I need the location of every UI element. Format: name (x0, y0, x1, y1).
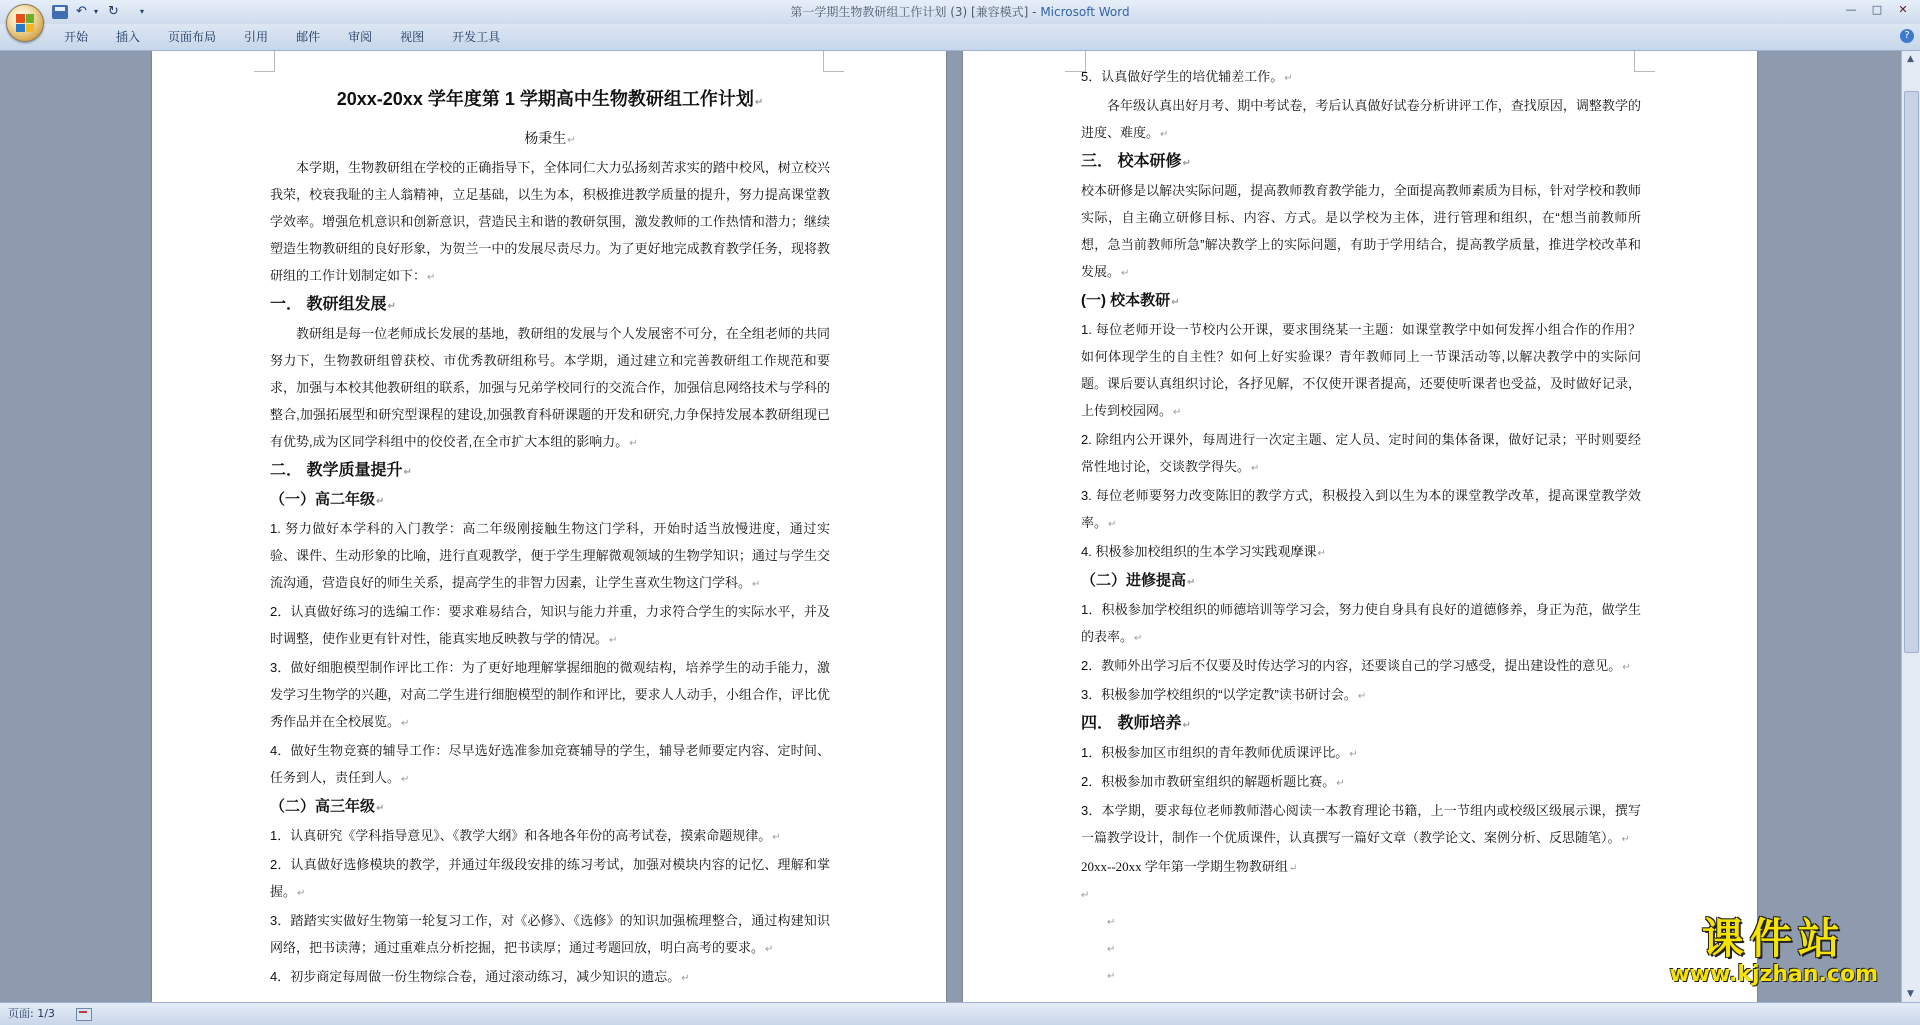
document-page-2[interactable] (963, 51, 1757, 1003)
list-item: 4．初步商定每周做一份生物综合卷，通过滚动练习，减少知识的遗忘。↵ (270, 969, 690, 984)
proofing-icon[interactable] (76, 1008, 92, 1021)
list-item: 2. 除组内公开课外，每周进行一次定主题、定人员、定时间的集体备课，做好记录；平时则要经常性地讨论，交谈教学得失。↵ (1081, 432, 1641, 474)
tab-review[interactable]: 审阅 (348, 30, 373, 44)
crop-mark (254, 51, 275, 72)
list-item: 3. 每位老师要努力改变陈旧的教学方式，积极投入到以生为本的课堂教学改革，提高课堂教学效率。↵ (1081, 488, 1641, 530)
list-item: 2．积极参加市教研室组织的解题析题比赛。↵ (1081, 774, 1345, 789)
tab-references[interactable]: 引用 (244, 30, 269, 44)
tab-developer[interactable]: 开发工具 (452, 30, 501, 44)
heading-section-4: 四． 教师培养↵ (1081, 715, 1191, 732)
document-workspace[interactable] (0, 51, 1902, 1003)
document-author: 杨秉生↵ (524, 130, 576, 146)
help-icon[interactable]: ? (1900, 29, 1914, 43)
office-logo-icon (16, 14, 34, 32)
list-item: 3．积极参加学校组织的“以学定教”读书研讨会。↵ (1081, 687, 1367, 702)
page-count[interactable]: 页面: 1/3 (8, 1007, 55, 1020)
heading-grade-3: （二）高三年级↵ (270, 798, 385, 815)
document-title: 20xx-20xx 学年度第 1 学期高中生物教研组工作计划↵ (336, 89, 764, 109)
tab-page-layout[interactable]: 页面布局 (168, 30, 217, 44)
app-name: Microsoft Word (1040, 5, 1130, 19)
intro-paragraph: 本学期，生物教研组在学校的正确指导下，全体同仁大力弘扬刻苦求实的踏中校风，树立校兴我荣，校衰我耻的主人翁精神，立足基础，以生为本，积极推进教学质量的提升，努力提高课堂教学效率。增强危机意识和创新意识，营造民主和谐的教研氛围，激发教师的工作热情和潜力；继续塑造生物教研组的良好形象，为贺兰一中的发展尽责尽力。为了更好地完成教育教学任务，现将教研组的工作计划制定如下：↵ (270, 160, 830, 283)
status-bar (0, 1002, 1920, 1025)
list-item: 2．认真做好练习的选编工作：要求难易结合，知识与能力并重，力求符合学生的实际水平，并及时调整，使作业更有针对性，能真实地反映教与学的情况。↵ (270, 604, 830, 646)
list-item: 1．积极参加区市组织的青年教师优质课评比。↵ (1081, 745, 1358, 760)
close-button[interactable]: ✕ (1898, 3, 1908, 16)
watermark-title: 课件站 (1701, 914, 1846, 963)
minimize-button[interactable]: — (1845, 3, 1857, 16)
paragraph-mark: ↵ (1107, 944, 1116, 955)
tab-insert[interactable]: 插入 (116, 30, 141, 44)
list-item: 1．积极参加学校组织的师德培训等学习会，努力使自身具有良好的道德修养，身正为范，做学生的表率。↵ (1081, 602, 1641, 644)
heading-section-1: 一． 教研组发展↵ (270, 296, 396, 313)
customize-toolbar-icon[interactable]: ▾ (140, 7, 145, 16)
heading-section-2: 二． 教学质量提升↵ (270, 462, 412, 479)
list-item: 2．教师外出学习后不仅要及时传达学习的内容，还要谈自己的学习感受，提出建设性的意见。↵ (1081, 658, 1631, 673)
page-1-content (270, 77, 830, 992)
scroll-up-icon[interactable]: ▲ (1907, 54, 1914, 64)
list-item: 1．认真研究《学科指导意见》、《教学大纲》和各地各年份的高考试卷，摸索命题规律。↵ (270, 828, 781, 843)
heading-section-3: 三． 校本研修↵ (1081, 153, 1191, 170)
list-item: 3．做好细胞模型制作评比工作：为了更好地理解掌握细胞的微观结构，培养学生的动手能力，激发学习生物学的兴趣，对高二学生进行细胞模型的制作和评比，要求人人动手，小组合作，评比优秀作品并在全校展览。↵ (270, 660, 830, 729)
maximize-button[interactable]: □ (1871, 3, 1883, 16)
document-page-1[interactable] (152, 51, 946, 1003)
paragraph-mark: ↵ (1107, 917, 1116, 928)
ribbon-tabs-bar (0, 24, 1920, 51)
title-bar (0, 0, 1920, 24)
heading-teach-research: (一) 校本教研↵ (1081, 292, 1180, 309)
list-item: 3．本学期，要求每位老师教师潜心阅读一本教育理论书籍，上一节组内或校级区级展示课，撰写一篇教学设计，制作一个优质课件，认真撰写一篇好文章（教学论文、案例分析、反思随笔）。↵ (1081, 803, 1641, 845)
list-item: 2．认真做好选修模块的教学，并通过年级段安排的练习考试，加强对模块内容的记忆、理解和掌握。↵ (270, 857, 830, 899)
list-item: 1. 努力做好本学科的入门教学：高二年级刚接触生物这门学科，开始时适当放慢进度，通过实验、课件、生动形象的比喻，进行直观教学，便于学生理解微观领域的生物学知识；通过与学生交流沟通，营造良好的师生关系，提高学生的非智力因素，让学生喜欢生物这门学科。↵ (270, 521, 830, 590)
list-item: 4．做好生物竞赛的辅导工作：尽早选好选准参加竞赛辅导的学生，辅导老师要定内容、定时间、任务到人，责任到人。↵ (270, 743, 830, 785)
list-item: 3．踏踏实实做好生物第一轮复习工作，对《必修》、《选修》的知识加强梳理整合，通过构建知识网络，把书读薄；通过重难点分析挖掘，把书读厚；通过考题回放，明白高考的要求。↵ (270, 913, 830, 955)
window-controls (1838, 0, 1916, 20)
list-item: 4. 积极参加校组织的生本学习实践观摩课↵ (1081, 544, 1326, 559)
list-item: 1. 每位老师开设一节校内公开课，要求围绕某一主题：如课堂教学中如何发挥小组合作的作用？如何体现学生的自主性？如何上好实验课？青年教师同上一节课活动等,以解决教学中的实际问题。课后要认真组织讨论，各抒见解，不仅使开课者提高，还要使听课者也受益，及时做好记录，上传到校园网。↵ (1081, 322, 1641, 418)
paragraph-mark: ↵ (1081, 890, 1090, 901)
heading-grade-2: （一）高二年级↵ (270, 491, 385, 508)
vertical-scrollbar[interactable] (1901, 51, 1920, 1003)
paragraph-mark: ↵ (1107, 971, 1116, 982)
window-title (0, 0, 1920, 24)
tab-mailings[interactable]: 邮件 (296, 30, 321, 44)
paragraph: 各年级认真出好月考、期中考试卷，考后认真做好试卷分析讲评工作，查找原因，调整教学的进度、难度。↵ (1081, 98, 1641, 140)
scroll-down-icon[interactable]: ▼ (1907, 989, 1914, 999)
signature: 20xx--20xx 学年第一学期生物教研组↵ (1081, 859, 1298, 874)
tab-home[interactable]: 开始 (64, 30, 89, 44)
undo-dropdown-icon[interactable]: ▾ (94, 7, 99, 16)
section-3-paragraph: 校本研修是以解决实际问题，提高教师教育教学能力，全面提高教师素质为目标，针对学校和教师实际，自主确立研修目标、内容、方式。是以学校为主体，进行管理和组织，在“想当前教师所想，急当前教师所急”解决教学上的实际问题，有助于学用结合，提高教学质量，推进学校改革和发展。↵ (1081, 183, 1641, 279)
undo-icon[interactable]: ↶ (76, 4, 87, 19)
watermark-logo (1669, 915, 1878, 987)
scroll-thumb[interactable] (1904, 91, 1919, 653)
document-name: 第一学期生物教研组工作计划 (3) [兼容模式] - (790, 5, 1041, 19)
watermark-url: www.kjzhan.com (1669, 962, 1878, 987)
redo-icon[interactable]: ↻ (108, 4, 119, 19)
section-1-paragraph: 教研组是每一位老师成长发展的基地，教研组的发展与个人发展密不可分，在全组老师的共同努力下，生物教研组曾获校、市优秀教研组称号。本学期，通过建立和完善教研组工作规范和要求，加强与本校其他教研组的联系，加强与兄弟学校同行的交流合作，加强信息网络技术与学科的整合,加强拓展型和研究型课程的建设,加强教育科研课题的开发和研究,力争保持发展本教研组现已有优势,成为区同学科组中的佼佼者,在全市扩大本组的影响力。↵ (270, 326, 830, 449)
heading-training: （二）进修提高↵ (1081, 572, 1196, 589)
office-button[interactable] (6, 4, 44, 42)
page-2-content (1081, 63, 1641, 990)
tab-view[interactable]: 视图 (400, 30, 425, 44)
crop-mark (823, 51, 844, 72)
ribbon-tabs (50, 24, 514, 50)
list-item: 5．认真做好学生的培优辅差工作。↵ (1081, 69, 1293, 84)
